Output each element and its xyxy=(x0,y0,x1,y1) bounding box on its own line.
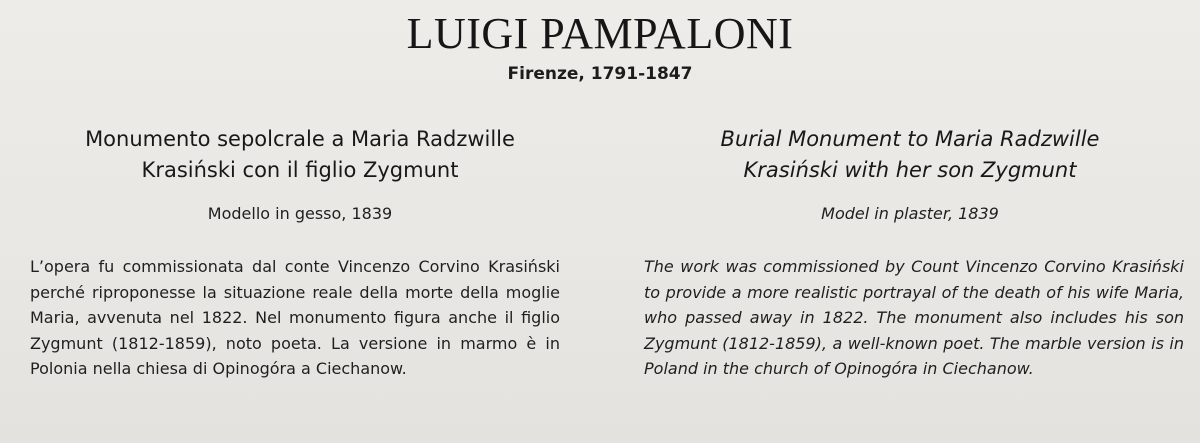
english-column xyxy=(630,124,1190,378)
italian-description: L’opera fu commissionata dal conte Vincenzo Corvino Krasiński perché riproponesse la situazione reale della morte della moglie Maria, avvenuta nel 1822. Nel monumento figura anche il figlio Zygmunt (1812-1859), noto poeta. La versione in marmo è in Polonia nella chiesa di Opinogóra a Ciechanow. xyxy=(30,257,560,378)
english-title-line2: Krasiński with her son Zygmunt xyxy=(743,158,1077,182)
italian-title-line2: Krasiński con il figlio Zygmunt xyxy=(141,158,459,182)
artist-name: LUIGI PAMPALONI xyxy=(406,9,794,58)
english-description: The work was commissioned by Count Vincenzo Corvino Krasiński to provide a more realistic portrayal of the death of his wife Maria, who passed away in 1822. The monument also includes his son Zygmunt (1812-1859), a well-known poet. The marble version is in Poland in the church of Opinogóra in Ciechanow. xyxy=(644,257,1184,378)
artist-dates: Firenze, 1791-1847 xyxy=(507,64,693,84)
italian-medium: Modello in gesso, 1839 xyxy=(207,204,393,223)
italian-title xyxy=(20,124,580,186)
english-medium: Model in plaster, 1839 xyxy=(821,204,999,223)
english-title-line1: Burial Monument to Maria Radzwille xyxy=(720,127,1100,151)
italian-title-line1: Monumento sepolcrale a Maria Radzwille xyxy=(85,127,515,151)
english-title xyxy=(630,124,1190,186)
italian-column xyxy=(20,124,580,378)
